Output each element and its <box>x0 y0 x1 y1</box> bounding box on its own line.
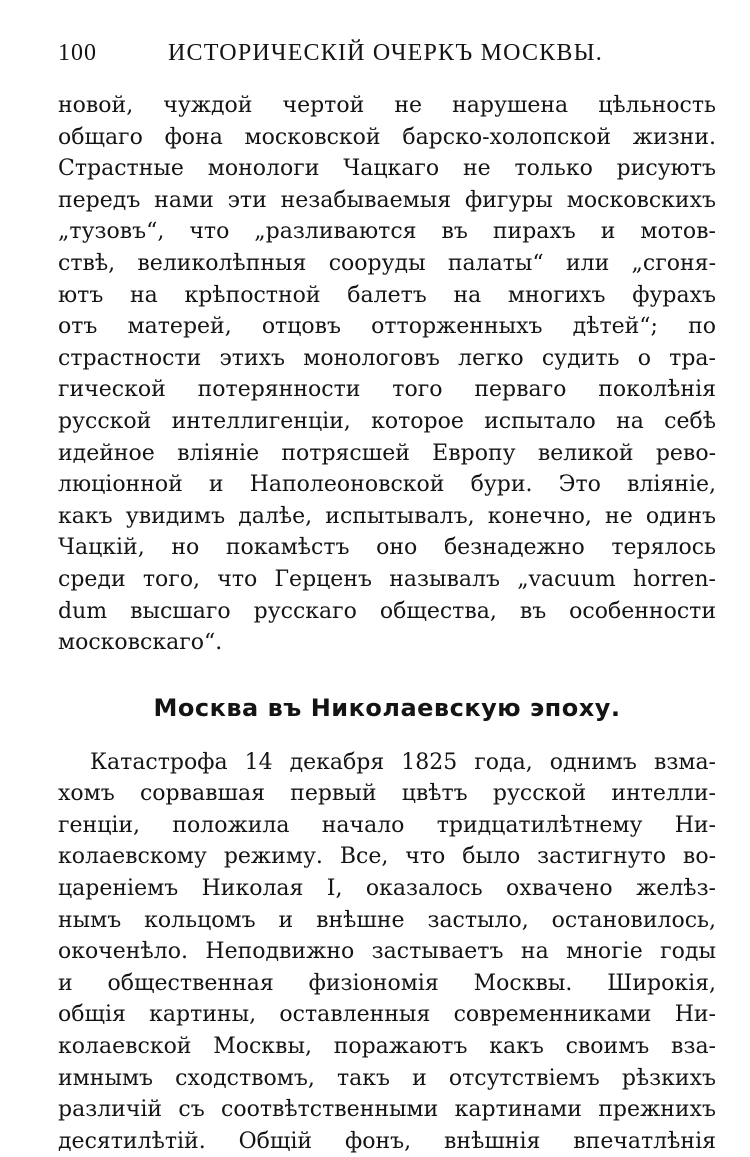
text-line: имнымъ сходствомъ, такъ и отсутствіемъ рѣзкихъ <box>58 1065 716 1091</box>
text-line: и общественная физіономія Москвы. Широкія, <box>58 970 716 996</box>
text-line: отъ матерей, отцовъ отторженныхъ дѣтей“; по <box>58 314 716 340</box>
text-line: хомъ сорвавшая первый цвѣтъ русской интелли- <box>58 781 716 807</box>
text-line: люціонной и Наполеоновской бури. Это вліяніе, <box>58 472 716 498</box>
running-title: ИСТОРИЧЕСКІЙ ОЧЕРКЪ МОСКВЫ. <box>168 40 603 66</box>
text-line: ютъ на крѣпостной балетъ на многихъ фурахъ <box>58 282 716 308</box>
text-line: Катастрофа 14 декабря 1825 года, однимъ взма- <box>90 749 716 775</box>
paragraph-continued <box>58 90 716 659</box>
text-line: dum высшаго русскаго общества, въ особенности <box>58 598 716 624</box>
text-line: общія картины, оставленныя современниками Ни- <box>58 1002 716 1028</box>
text-line: идейное вліяніе потрясшей Европу великой рево- <box>58 440 716 466</box>
text-line: московскаго“. <box>58 630 223 656</box>
text-line: „тузовъ“, что „разливаются въ пирахъ и мотов- <box>58 219 716 245</box>
running-header <box>58 40 716 84</box>
section-heading: Москва въ Николаевскую эпоху. <box>153 693 621 722</box>
text-line: русской интеллигенціи, которое испытало на себѣ <box>58 408 716 434</box>
text-line: среди того, что Герценъ называлъ „vacuum horren- <box>58 566 716 592</box>
text-line: окоченѣло. Неподвижно застываетъ на многіе годы <box>58 939 716 965</box>
text-line: Страстные монологи Чацкаго не только рисуютъ <box>58 156 716 182</box>
text-line: цареніемъ Николая I, оказалось охвачено желѣз- <box>58 876 716 902</box>
text-line: передъ нами эти незабываемыя фигуры московскихъ <box>58 187 716 213</box>
text-line: колаевскому режиму. Все, что было застигнуто во- <box>58 844 716 870</box>
text-line: ствѣ, великолѣпныя сооруды палаты“ или „сгоня- <box>58 250 716 276</box>
paragraph <box>58 747 716 1157</box>
text-line: нымъ кольцомъ и внѣшне застыло, остановилось, <box>58 907 716 933</box>
text-line: генціи, положила начало тридцатилѣтнему Ни- <box>58 812 716 838</box>
text-line: Чацкій, но покамѣстъ оно безнадежно терялось <box>58 535 716 561</box>
text-line: новой, чуждой чертой не нарушена цѣльность <box>58 93 716 118</box>
text-line: гической потерянности того перваго поколѣнія <box>58 377 716 403</box>
page-number: 100 <box>58 40 97 66</box>
text-line: общаго фона московской барско-холопской жизни. <box>58 124 716 150</box>
text-line: различій съ соотвѣтственными картинами прежнихъ <box>58 1097 716 1123</box>
text-line: страстности этихъ монологовъ легко судить о тра- <box>58 345 716 371</box>
text-line: колаевской Москвы, поражаютъ какъ своимъ вза- <box>58 1034 716 1060</box>
book-page <box>58 40 716 1157</box>
text-line: десятилѣтій. Общій фонъ, внѣшнія впечатлѣнія <box>58 1128 716 1154</box>
text-line: какъ увидимъ далѣе, испытывалъ, конечно, не одинъ <box>58 503 716 529</box>
